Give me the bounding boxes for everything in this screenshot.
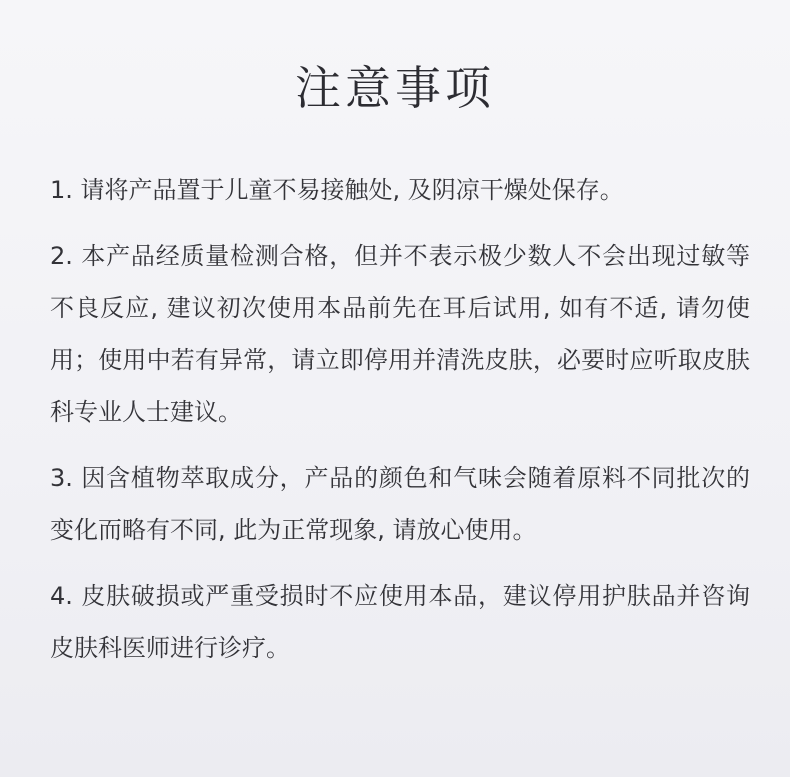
page-title: 注意事项	[295, 61, 495, 115]
note-item-3: 3. 因含植物萃取成分，产品的颜色和气味会随着原料不同批次的变化而略有不同, 此为正常现象, 请放心使用。	[50, 464, 750, 544]
note-item-4: 4. 皮肤破损或严重受损时不应使用本品，建议停用护肤品并咨询皮肤科医师进行诊疗。	[50, 582, 750, 662]
note-item-2: 2. 本产品经质量检测合格，但并不表示极少数人不会出现过敏等不良反应, 建议初次使用本品前先在耳后试用, 如有不适, 请勿使用；使用中若有异常，请立即停用并清洗皮肤，必要时应听取皮肤科专业人士建议。	[50, 242, 750, 426]
note-item-1: 1. 请将产品置于儿童不易接触处, 及阴凉干燥处保存。	[50, 176, 624, 204]
notes-list	[50, 164, 750, 674]
